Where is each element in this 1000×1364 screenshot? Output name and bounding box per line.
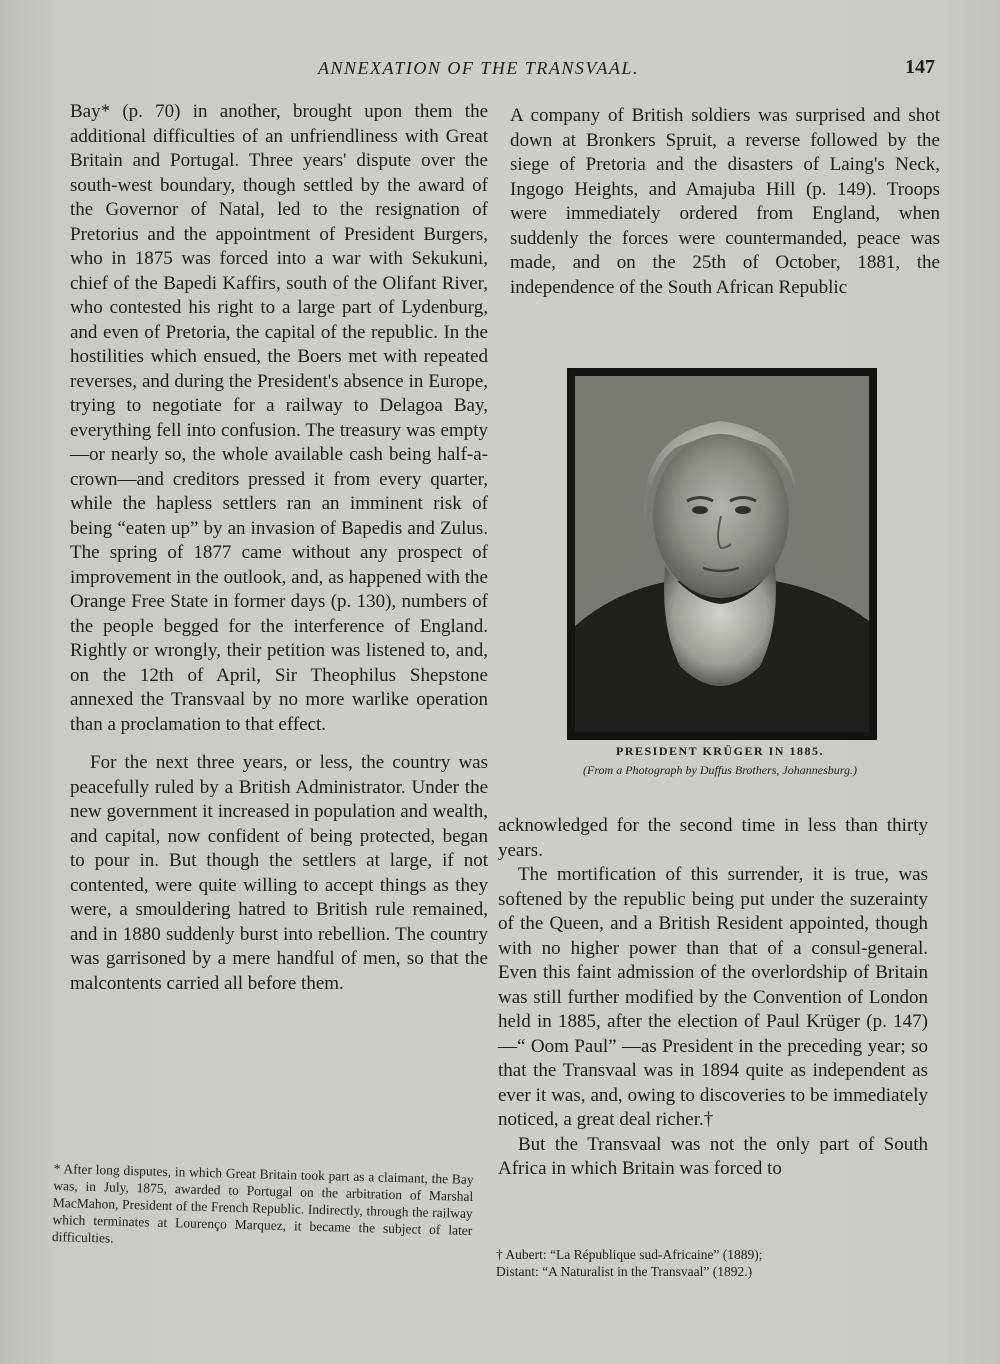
paragraph-annexation: Bay* (p. 70) in another, brought upon them the additional difficulties of an unfriendliness with Great Britain and Portugal. Three years' dispute over the south-west boundary, though settled by the award of the Governor of Natal, led to the resignation of Pretorius and the appointment of President Burgers, who in 1875 was forced into a war with Sekukuni, chief of the Bapedi Kaffirs, south of the Olifant River, who contested his right to a large part of Lydenburg, and even of Pretoria, the capital of the republic. In the hostilities which ensued, the Boers met with repeated reverses, and during the President's absence in Europe, trying to negotiate for a railway to Delagoa Bay, everything fell into confusion. The treasury was empty—or nearly so, the whole available cash being half-a-crown—and creditors pressed it from every quarter, while the hapless settlers ran an imminent risk of being “eaten up” by an invasion of Bapedis and Zulus. The spring of 1877 came without any prospect of improvement in the outlook, and, as happened with the Orange Free State in former days (p. 130), numbers of the people begged for the interference of England. Rightly or wrongly, their petition was listened to, and, on the 12th of April, Sir Theophilus Shepstone annexed the Transvaal by no more warlike operation than a proclamation to that effect. bbox=[70, 101, 488, 735]
paragraph-not-only-part: But the Transvaal was not the only part of South Africa in which Britain was forced to bbox=[498, 1133, 928, 1179]
figure-caption bbox=[520, 744, 920, 778]
right-column-top bbox=[510, 104, 940, 300]
caption-credit: (From a Photograph by Duffus Brothers, Johannesburg.) bbox=[583, 763, 857, 777]
footnote-references bbox=[496, 1246, 926, 1280]
page-number: 147 bbox=[905, 56, 935, 78]
right-column-bottom bbox=[498, 814, 928, 1182]
footnote-reference-distant: Distant: “A Naturalist in the Transvaal” (1892.) bbox=[496, 1264, 753, 1279]
footnote-delagoa-bay: * After long disputes, in which Great Britain took part as a claimant, the Bay was, in July, 1875, awarded to Portugal on the arbitration of Marshal MacMahon, President of the French Republic. Indirectly, through the railway which terminates at Lourenço Marquez, it became the subject of later difficulties. bbox=[51, 1160, 474, 1246]
paragraph-administration: For the next three years, or less, the country was peacefully ruled by a British Administrator. Under the new government it increased in population and wealth, and capital, now confident of being protected, began to pour in. But though the settlers at large, if not contented, were quite willing to accept things as they were, a smouldering hatred to British rule remained, and in 1880 suddenly burst into rebellion. The country was garrisoned by a mere handful of men, so that the malcontents carried all before them. bbox=[70, 752, 488, 994]
caption-title: PRESIDENT KRÜGER IN 1885. bbox=[616, 744, 824, 758]
running-head bbox=[0, 58, 1000, 88]
portrait-illustration bbox=[575, 376, 869, 732]
paragraph-gap bbox=[70, 737, 488, 751]
paragraph-mortification: The mortification of this surrender, it is true, was softened by the republic being put under the suzerainty of the Queen, and a British Resident appointed, though with no higher power than that of a consul-general. Even this faint admission of the overlordship of Britain was still further modified by the Convention of London held in 1885, after the election of Paul Krüger (p. 147)—“ Oom Paul” —as President in the preceding year; so that the Transvaal was in 1894 quite as independent as ever it was, and, owing to discoveries to be immediately noticed, a great deal richer.† bbox=[498, 864, 928, 1130]
running-title: ANNEXATION OF THE TRANSVAAL. bbox=[318, 58, 639, 78]
portrait-photo bbox=[575, 376, 869, 732]
left-column bbox=[70, 100, 488, 996]
paragraph-rebellion: A company of British soldiers was surprised and shot down at Bronkers Spruit, a reverse followed by the siege of Pretoria and the disasters of Laing's Neck, Ingogo Heights, and Amajuba Hill (p. 149). Troops were immediately ordered from England, when suddenly the forces were countermanded, peace was made, and on the 25th of October, 1881, the independence of the South African Republic bbox=[510, 105, 940, 298]
portrait-figure bbox=[567, 368, 877, 740]
footnote-reference-aubert: † Aubert: “La République sud-Africaine” (1889); bbox=[496, 1247, 763, 1262]
paragraph-acknowledged: acknowledged for the second time in less than thirty years. bbox=[498, 815, 928, 861]
